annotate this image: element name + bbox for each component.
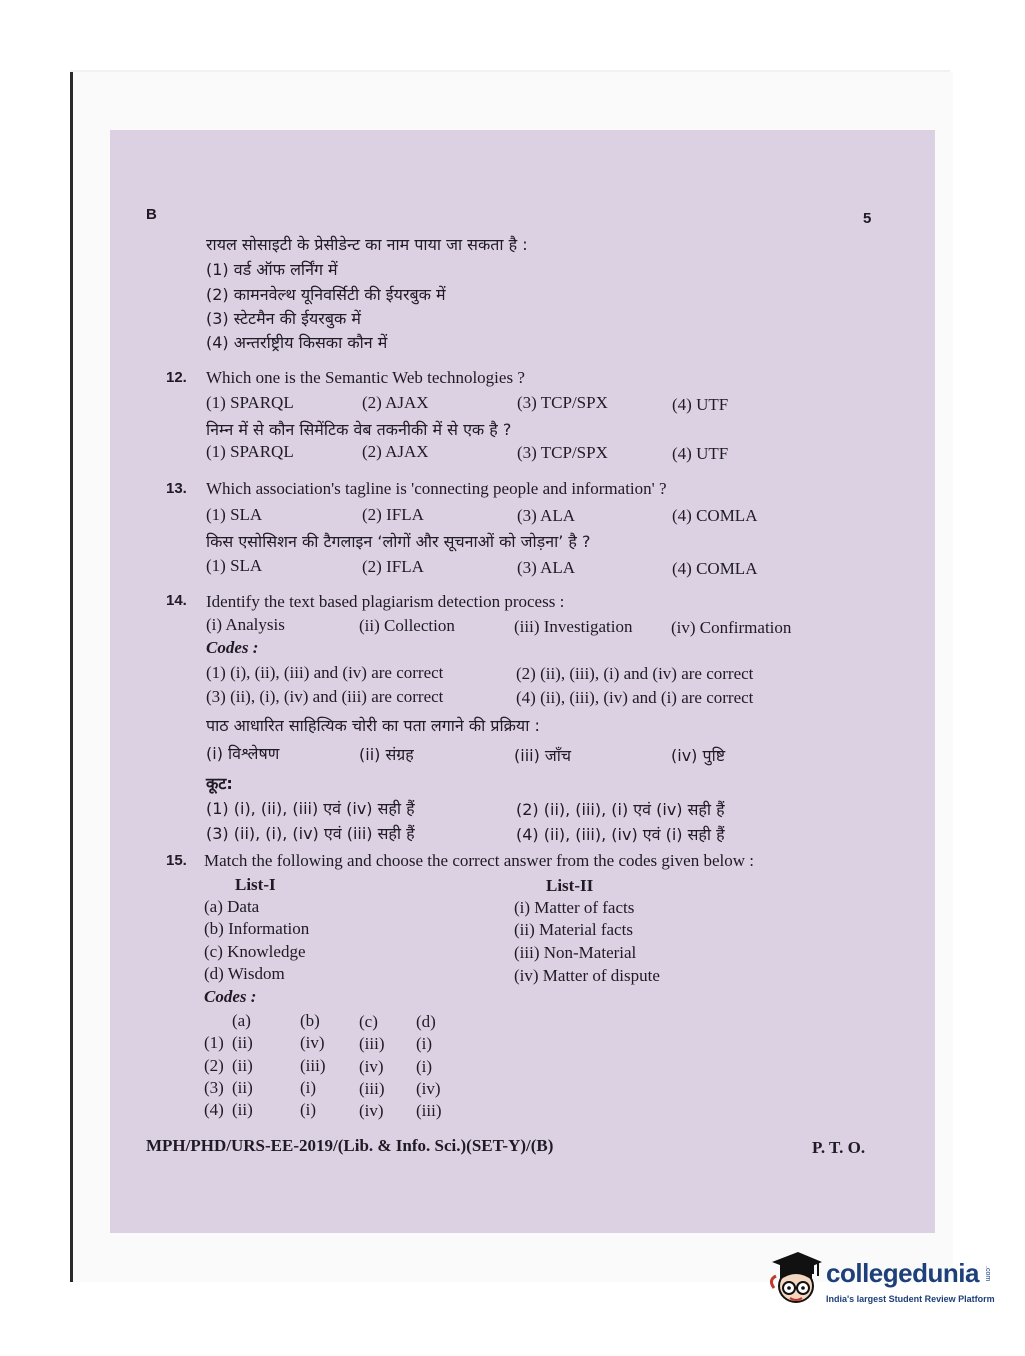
q12-option-3: (3) TCP/SPX [517,393,608,412]
graduate-mascot-icon [766,1250,824,1312]
q15-number: 15. [166,852,187,869]
q15-code-cell: (iii) [300,1056,326,1075]
q15-code-cell: (iv) [300,1033,325,1052]
q15-code-header-d: (d) [416,1012,436,1031]
q14-item-3: (iii) Investigation [514,617,633,636]
q11-option-2: (2) कामनवेल्थ यूनिवर्सिटी की ईयरबुक में [206,285,446,304]
q15-code-cell: (i) [300,1100,317,1119]
q12-option-2: (2) AJAX [362,393,429,412]
q13-option-1-hindi: (1) SLA [206,556,263,575]
brand-name: collegedunia [826,1258,979,1288]
q14-code-2-hindi: (2) (ii), (iii), (i) एवं (iv) सही हैं [516,800,725,819]
q13-option-2: (2) IFLA [362,505,424,524]
q11-option-4: (4) अन्तर्राष्ट्रीय किसका कौन में [206,333,388,352]
q15-code-cell: (ii) [232,1100,253,1119]
q14-code-1: (1) (i), (ii), (iii) and (iv) are correct [206,663,444,682]
q14-codes-label: Codes : [206,638,259,657]
q14-code-3: (3) (ii), (i), (iv) and (iii) are correct [206,687,444,706]
brand-suffix: .com [984,1266,991,1282]
q15-code-cell: (iii) [359,1079,385,1098]
q14-code-1-hindi: (1) (i), (ii), (iii) एवं (iv) सही हैं [206,799,415,818]
q14-stem-english: Identify the text based plagiarism detection process : [206,592,565,611]
q15-list2-iv: (iv) Matter of dispute [514,966,660,985]
collegedunia-watermark[interactable] [766,1248,996,1318]
q15-code-cell: (iv) [416,1079,441,1098]
q12-option-1: (1) SPARQL [206,393,294,412]
brand-tagline: India's largest Student Review Platform [826,1294,995,1304]
q15-code-cell: (i) [300,1078,317,1097]
q12-option-4-hindi: (4) UTF [672,444,729,463]
pto-label: P. T. O. [812,1138,866,1157]
q15-list1-label: List-I [235,875,276,894]
q14-item-1: (i) Analysis [206,615,285,634]
q15-code-cell: (iii) [359,1034,385,1053]
q15-code-row-num: (1) [204,1033,224,1052]
q13-number: 13. [166,480,187,497]
q13-option-2-hindi: (2) IFLA [362,557,424,576]
q15-list2-ii: (ii) Material facts [514,920,633,939]
paper-code: MPH/PHD/URS-EE-2019/(Lib. & Info. Sci.)(SET-Y)/(B) [146,1136,554,1155]
q13-stem-english: Which association's tagline is 'connecting people and information' ? [206,479,667,498]
q12-option-3-hindi: (3) TCP/SPX [517,443,608,462]
q13-option-3: (3) ALA [517,506,576,525]
q15-list1-a: (a) Data [204,897,260,916]
q13-option-4: (4) COMLA [672,506,758,525]
q15-code-cell: (ii) [232,1033,253,1052]
q14-item-4-hindi: (iv) पुष्टि [671,746,726,765]
q12-stem-hindi: निम्न में से कौन सिमेंटिक वेब तकनीकी में से एक है ? [206,420,512,439]
q15-list2-label: List-II [546,876,594,895]
q14-item-4: (iv) Confirmation [671,618,792,637]
q14-item-1-hindi: (i) विश्लेषण [206,744,280,763]
q15-code-header-c: (c) [359,1012,378,1031]
q11-option-3: (3) स्टेटमैन की ईयरबुक में [206,309,361,328]
set-letter: B [146,206,157,223]
q15-code-cell: (iv) [359,1101,384,1120]
q12-option-4: (4) UTF [672,395,729,414]
q15-list1-d: (d) Wisdom [204,964,285,983]
q14-codes-label-hindi: कूट: [206,774,233,793]
q13-option-1: (1) SLA [206,505,263,524]
q15-code-cell: (ii) [232,1078,253,1097]
q15-list2-iii: (iii) Non-Material [514,943,637,962]
q13-option-4-hindi: (4) COMLA [672,559,758,578]
q14-stem-hindi: पाठ आधारित साहित्यिक चोरी का पता लगाने की प्रक्रिया : [206,716,540,735]
q11-stem-hindi: रायल सोसाइटी के प्रेसीडेन्ट का नाम पाया जा सकता है : [206,235,528,254]
q13-option-3-hindi: (3) ALA [517,558,576,577]
q14-code-4: (4) (ii), (iii), (iv) and (i) are correct [516,688,754,707]
q15-list2-i: (i) Matter of facts [514,898,635,917]
q15-code-row-num: (2) [204,1056,224,1075]
q15-codes-label: Codes : [204,987,257,1006]
q14-code-2: (2) (ii), (iii), (i) and (iv) are correct [516,664,754,683]
q11-option-1: (1) वर्ड ऑफ लर्निंग में [206,260,338,279]
q15-code-cell: (ii) [232,1056,253,1075]
q14-item-2: (ii) Collection [359,616,455,635]
q15-list1-c: (c) Knowledge [204,942,306,961]
q12-stem-english: Which one is the Semantic Web technologies ? [206,368,525,387]
q15-code-row-num: (3) [204,1078,224,1097]
q14-item-2-hindi: (ii) संग्रह [359,745,414,764]
q12-number: 12. [166,369,187,386]
q15-code-cell: (iii) [416,1101,442,1120]
q15-code-cell: (iv) [359,1057,384,1076]
q14-code-4-hindi: (4) (ii), (iii), (iv) एवं (i) सही हैं [516,825,725,844]
q15-list1-b: (b) Information [204,919,310,938]
q14-number: 14. [166,592,187,609]
q15-code-row-num: (4) [204,1100,224,1119]
q14-code-3-hindi: (3) (ii), (i), (iv) एवं (iii) सही हैं [206,824,415,843]
page-number: 5 [863,210,872,227]
q15-code-header-a: (a) [232,1011,251,1030]
q13-stem-hindi: किस एसोसिशन की टैगलाइन ‘लोगों और सूचनाओं को जोड़ना’ है ? [206,532,591,551]
q12-option-1-hindi: (1) SPARQL [206,442,294,461]
q15-code-cell: (i) [416,1057,433,1076]
q14-item-3-hindi: (iii) जाँच [514,746,572,765]
q15-stem-english: Match the following and choose the correct answer from the codes given below : [204,851,754,870]
q15-code-header-b: (b) [300,1011,320,1030]
q12-option-2-hindi: (2) AJAX [362,442,429,461]
q15-code-cell: (i) [416,1034,433,1053]
